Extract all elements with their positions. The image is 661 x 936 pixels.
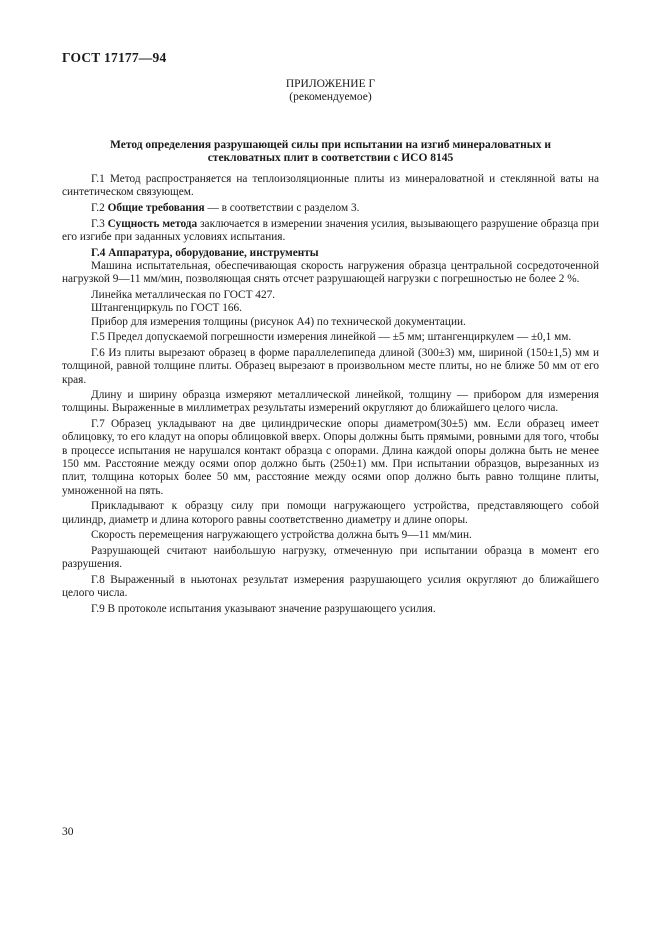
paragraph-g1: Г.1 Метод распространяется на теплоизоляционные плиты из минераловатной и стеклянной ваты на синтетическом связующем. [62, 173, 599, 199]
appendix-label: ПРИЛОЖЕНИЕ Г [285, 78, 376, 90]
appendix-heading [0, 78, 661, 104]
standard-code: ГОСТ 17177—94 [62, 50, 167, 65]
g4-heading: Г.4 Аппаратура, оборудование, инструменты [91, 246, 319, 259]
paragraph-g7: Г.7 Образец укладывают на две цилиндрические опоры диаметром(30±5) мм. Если образец имеет облицовку, то его кладут на опоры облицовкой вверх. Опоры должны быть прямыми, ровными для того, чтобы в процессе испытания не нарушался контакт образца с опорами. Длина каждой опоры должна быть не менее 150 мм. Расстояние между осями опор должно быть (250±1) мм. При испытании образцов, вырезанных из плит, толщина которых более 50 мм, расстояние между осями опор должно быть равно толщине плиты, умноженной на пять. [62, 418, 599, 497]
method-title: Метод определения разрушающей силы при испытании на изгиб минераловатных и стекловатных плит в соответствии с ИСО 8145 [110, 139, 551, 164]
paragraph-g9: Г.9 В протоколе испытания указывают значение разрушающего усилия. [91, 602, 436, 615]
paragraph-g4-heading [62, 247, 599, 260]
g3-term: Сущность метода [107, 217, 198, 230]
g3-text: заключается в измерении значения усилия, вызывающего разрушение образца при его изгибе при заданных условиях испытания. [62, 217, 599, 243]
paragraph-g4-device: Прибор для измерения толщины (рисунок А4) по технической документации. [91, 315, 466, 328]
g2-text: — в соответствии с разделом 3. [204, 201, 360, 214]
paragraph-g5: Г.5 Предел допускаемой погрешности измерения линейкой — ±5 мм; штангенциркулем — ±0,1 мм. [91, 331, 572, 344]
paragraph-g4-ruler: Линейка металлическая по ГОСТ 427. [91, 288, 276, 301]
paragraph-g7-force: Прикладывают к образцу силу при помощи нагружающего устройства, представляющего собой цилиндр, диаметр и длина которого равны соответственно диаметру и длине опоры. [62, 500, 599, 526]
paragraph-g7-speed: Скорость перемещения нагружающего устройства должна быть 9—11 мм/мин. [91, 529, 472, 542]
g3-number: Г.3 [91, 217, 108, 230]
paragraph-g6: Г.6 Из плиты вырезают образец в форме параллелепипеда длиной (300±3) мм, шириной (150±1,5) мм и толщиной, равной толщине плиты. Образец вырезают в произвольном месте плиты, но не ближе 50 мм от его края. [62, 346, 599, 386]
paragraph-g3 [62, 218, 599, 245]
paragraph-g4-caliper: Штангенциркуль по ГОСТ 166. [91, 302, 243, 315]
page-number: 30 [62, 826, 74, 838]
document-body [62, 173, 599, 619]
g2-term: Общие требования [107, 201, 205, 214]
paragraph-g6-measure: Длину и ширину образца измеряют металлической линейкой, толщину — прибором для измерения толщины. Выраженные в миллиметрах результаты измерений округляют до ближайшего целого числа. [62, 389, 599, 415]
paragraph-g7-load: Разрушающей считают наибольшую нагрузку, отмеченную при испытании образца в момент его разрушения. [62, 545, 599, 571]
paragraph-g8: Г.8 Выраженный в ньютонах результат измерения разрушающего усилия округляют до ближайшего целого числа. [62, 574, 599, 600]
appendix-status: (рекомендуемое) [289, 91, 372, 103]
paragraph-g4-machine: Машина испытательная, обеспечивающая скорость нагружения образца центральной сосредоточенной нагрузкой 9—11 мм/мин, позволяющая снять отсчет разрушающей нагрузки с погрешностью не более 2 %. [62, 259, 599, 286]
paragraph-g2 [62, 202, 599, 215]
g2-number: Г.2 [91, 201, 108, 214]
